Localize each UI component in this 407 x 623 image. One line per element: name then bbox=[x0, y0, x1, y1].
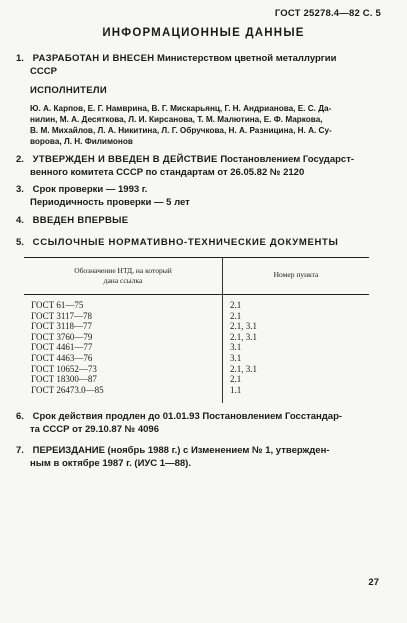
table-cell-clause: 2.1, 3.1 bbox=[230, 363, 257, 374]
table-cell-document: ГОСТ 3117—78 bbox=[31, 310, 93, 321]
table-cell-document: ГОСТ 3760—79 bbox=[31, 331, 93, 342]
table-row bbox=[24, 311, 369, 322]
table-row bbox=[24, 321, 369, 332]
table-header-rule bbox=[24, 294, 369, 295]
section-3-line1: Срок проверки — 1993 г. bbox=[32, 184, 148, 195]
section-7-number: 7. bbox=[16, 445, 24, 456]
section-6-line1: Срок действия продлен до 01.01.93 Постановлением Госстандар- bbox=[32, 411, 343, 422]
section-7 bbox=[16, 445, 385, 470]
table-cell-document: ГОСТ 26473.0—85 bbox=[31, 384, 104, 395]
table-cell-clause: 2.1 bbox=[230, 310, 242, 321]
table-row bbox=[24, 300, 369, 311]
table-cell-document: ГОСТ 3118—77 bbox=[31, 321, 93, 332]
section-6-number: 6. bbox=[16, 411, 24, 422]
section-3-line2: Периодичность проверки — 5 лет bbox=[30, 196, 190, 208]
table-cell-clause: 2.1, 3.1 bbox=[230, 321, 257, 332]
section-2-line2: венного комитета СССР по стандартам от 26.05.82 № 2120 bbox=[30, 166, 305, 178]
executors-line: Ю. А. Карпов, Е. Г. Намврина, В. Г. Мискарьянц, Г. Н. Андрианова, Е. С. Да- bbox=[30, 104, 332, 113]
table-cell-clause: 2.1, 3.1 bbox=[230, 331, 257, 342]
section-2-number: 2. bbox=[16, 154, 24, 165]
references-table bbox=[24, 257, 369, 403]
table-row bbox=[24, 364, 369, 375]
section-2 bbox=[16, 154, 385, 179]
table-cell-document: ГОСТ 4463—76 bbox=[31, 352, 93, 363]
table-body bbox=[24, 300, 369, 395]
section-2-text: Постановлением Государст- bbox=[220, 154, 355, 165]
section-4-number: 4. bbox=[16, 215, 24, 226]
section-1-line2: СССР bbox=[30, 65, 57, 77]
table-cell-document: ГОСТ 18300—87 bbox=[31, 374, 97, 385]
section-7-line2: ным в октябре 1987 г. (ИУС 1—88). bbox=[30, 457, 191, 469]
table-cell-clause: 3.1 bbox=[230, 342, 242, 353]
table-cell-clause: 3.1 bbox=[230, 352, 242, 363]
section-5-number: 5. bbox=[16, 237, 24, 248]
section-2-heading: УТВЕРЖДЕН И ВВЕДЕН В ДЕЙСТВИЕ bbox=[32, 154, 218, 165]
table-row bbox=[24, 332, 369, 343]
executors-line: ворова, Л. Н. Филимонов bbox=[30, 137, 133, 146]
section-3 bbox=[16, 184, 385, 209]
section-4-text: ВВЕДЕН ВПЕРВЫЕ bbox=[32, 215, 129, 226]
executors-block bbox=[16, 85, 385, 98]
executors-line: В. М. Михайлов, Л. А. Никитина, Л. Г. Обручкова, Н. А. Разницина, Н. А. Су- bbox=[30, 126, 332, 135]
section-5-text: ССЫЛОЧНЫЕ НОРМАТИВНО-ТЕХНИЧЕСКИЕ ДОКУМЕНТЫ bbox=[32, 237, 339, 248]
table-header-document-line2: дана ссылка bbox=[103, 276, 143, 285]
page-title: ИНФОРМАЦИОННЫЕ ДАННЫЕ bbox=[102, 27, 305, 39]
table-cell-document: ГОСТ 10652—73 bbox=[31, 363, 97, 374]
executors-heading: ИСПОЛНИТЕЛИ bbox=[30, 85, 107, 96]
table-cell-clause: 2.1 bbox=[230, 300, 242, 310]
table-header-document bbox=[24, 266, 222, 286]
page-number: 27 bbox=[368, 577, 379, 588]
table-header-document-line1: Обозначение НТД, на который bbox=[74, 266, 172, 275]
section-1-heading: РАЗРАБОТАН И ВНЕСЕН bbox=[32, 53, 155, 64]
section-7-line1: ПЕРЕИЗДАНИЕ (ноябрь 1988 г.) с Изменением № 1, утвержден- bbox=[32, 445, 330, 456]
table-cell-document: ГОСТ 61—75 bbox=[31, 300, 84, 310]
table-cell-clause: 1.1 bbox=[230, 384, 242, 395]
table-cell-document: ГОСТ 4461—77 bbox=[31, 342, 93, 353]
table-top-rule bbox=[24, 257, 369, 258]
table-cell-clause: 2.1 bbox=[230, 374, 242, 385]
section-3-number: 3. bbox=[16, 184, 24, 195]
standard-reference: ГОСТ 25278.4—82 С. 5 bbox=[274, 8, 381, 19]
section-1-text: Министерством цветной металлургии bbox=[157, 53, 337, 64]
section-6-line2: та СССР от 29.10.87 № 4096 bbox=[30, 423, 159, 435]
table-row bbox=[24, 374, 369, 385]
section-1 bbox=[16, 53, 385, 78]
table-row bbox=[24, 353, 369, 364]
executors-line: нилин, М. А. Десяткова, Л. И. Кирсанова, Т. М. Малютина, Е. Ф. Маркова, bbox=[30, 115, 323, 124]
section-4 bbox=[16, 215, 385, 228]
table-row bbox=[24, 385, 369, 396]
executors-list bbox=[30, 103, 385, 147]
section-1-number: 1. bbox=[16, 53, 24, 64]
table-header-clause: Номер пункта bbox=[273, 270, 319, 279]
table-row bbox=[24, 342, 369, 353]
section-6 bbox=[16, 411, 385, 436]
section-5 bbox=[16, 237, 385, 250]
